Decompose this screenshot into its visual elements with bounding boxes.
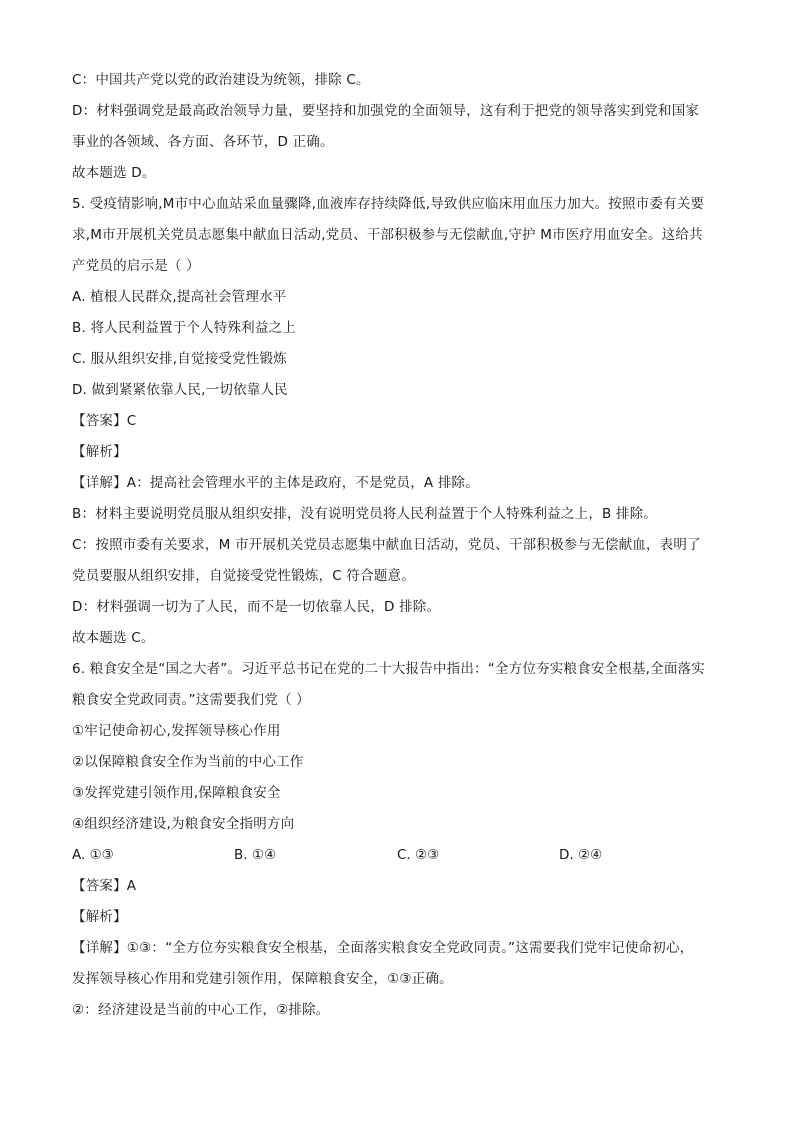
question-6-item-1: ①牢记使命初心,发挥领导核心作用: [72, 723, 281, 739]
text-line: 故本题选 D。: [72, 165, 156, 181]
question-6-option-d: D. ②④: [559, 847, 603, 863]
question-5-stem: 求,M市开展机关党员志愿集中献血日活动,党员、干部积极参与无偿献血,守护 M市医疗用血安全。这给共: [72, 227, 703, 243]
text-line: 事业的各领域、各方面、各环节，D 正确。: [72, 134, 334, 150]
question-5-option-b: B. 将人民利益置于个人特殊利益之上: [72, 320, 296, 336]
question-6-option-b: B. ①④: [234, 847, 277, 863]
detail-text: 发挥领导核心作用和党建引领作用，保障粮食安全，①③正确。: [72, 971, 453, 987]
analysis-label: 【解析】: [72, 444, 127, 460]
detail-text: B：材料主要说明党员服从组织安排，没有说明党员将人民利益置于个人特殊利益之上，B 排除。: [72, 506, 658, 522]
text-line: C：中国共产党以党的政治建设为统领，排除 C。: [72, 72, 370, 88]
question-5-stem: 产党员的启示是（ ）: [72, 258, 200, 274]
question-6-stem: 6. 粮食安全是“国之大者”。习近平总书记在党的二十大报告中指出：“全方位夯实粮食安全根基,全面落实: [72, 661, 705, 677]
detail-text: 【详解】①③：“全方位夯实粮食安全根基，全面落实粮食安全党政同责。”这需要我们党牢记使命初心，: [72, 940, 694, 956]
detail-text: C：按照市委有关要求，M 市开展机关党员志愿集中献血日活动，党员、干部积极参与无偿献血，表明了: [72, 537, 701, 553]
text-line: D：材料强调党是最高政治领导力量，要坚持和加强党的全面领导，这有利于把党的领导落实到党和国家: [72, 103, 700, 119]
detail-text: D：材料强调一切为了人民，而不是一切依靠人民，D 排除。: [72, 599, 441, 615]
question-6-stem: 粮食安全党政同责。”这需要我们党（ ）: [72, 692, 310, 708]
detail-text: ②：经济建设是当前的中心工作，②排除。: [72, 1002, 330, 1018]
question-6-option-c: C. ②③: [397, 847, 440, 863]
question-5-option-c: C. 服从组织安排,自觉接受党性锻炼: [72, 351, 287, 367]
question-5-stem: 5. 受疫情影响,M市中心血站采血量骤降,血液库存持续降低,导致供应临床用血压力加大。按照市委有关要: [72, 196, 705, 212]
detail-text: 故本题选 C。: [72, 630, 155, 646]
question-6-item-3: ③发挥党建引领作用,保障粮食安全: [72, 785, 281, 801]
detail-text: 【详解】A：提高社会管理水平的主体是政府，不是党员，A 排除。: [72, 475, 479, 491]
question-6-option-a: A. ①③: [72, 847, 114, 863]
question-5-option-a: A. 植根人民群众,提高社会管理水平: [72, 289, 287, 305]
question-6-item-4: ④组织经济建设,为粮食安全指明方向: [72, 816, 295, 832]
question-6-item-2: ②以保障粮食安全作为当前的中心工作: [72, 754, 304, 770]
answer-label: 【答案】A: [72, 878, 137, 894]
detail-text: 党员要服从组织安排，自觉接受党性锻炼，C 符合题意。: [72, 568, 415, 584]
answer-label: 【答案】C: [72, 413, 137, 429]
question-5-option-d: D. 做到紧紧依靠人民,一切依靠人民: [72, 382, 288, 398]
analysis-label: 【解析】: [72, 909, 127, 925]
